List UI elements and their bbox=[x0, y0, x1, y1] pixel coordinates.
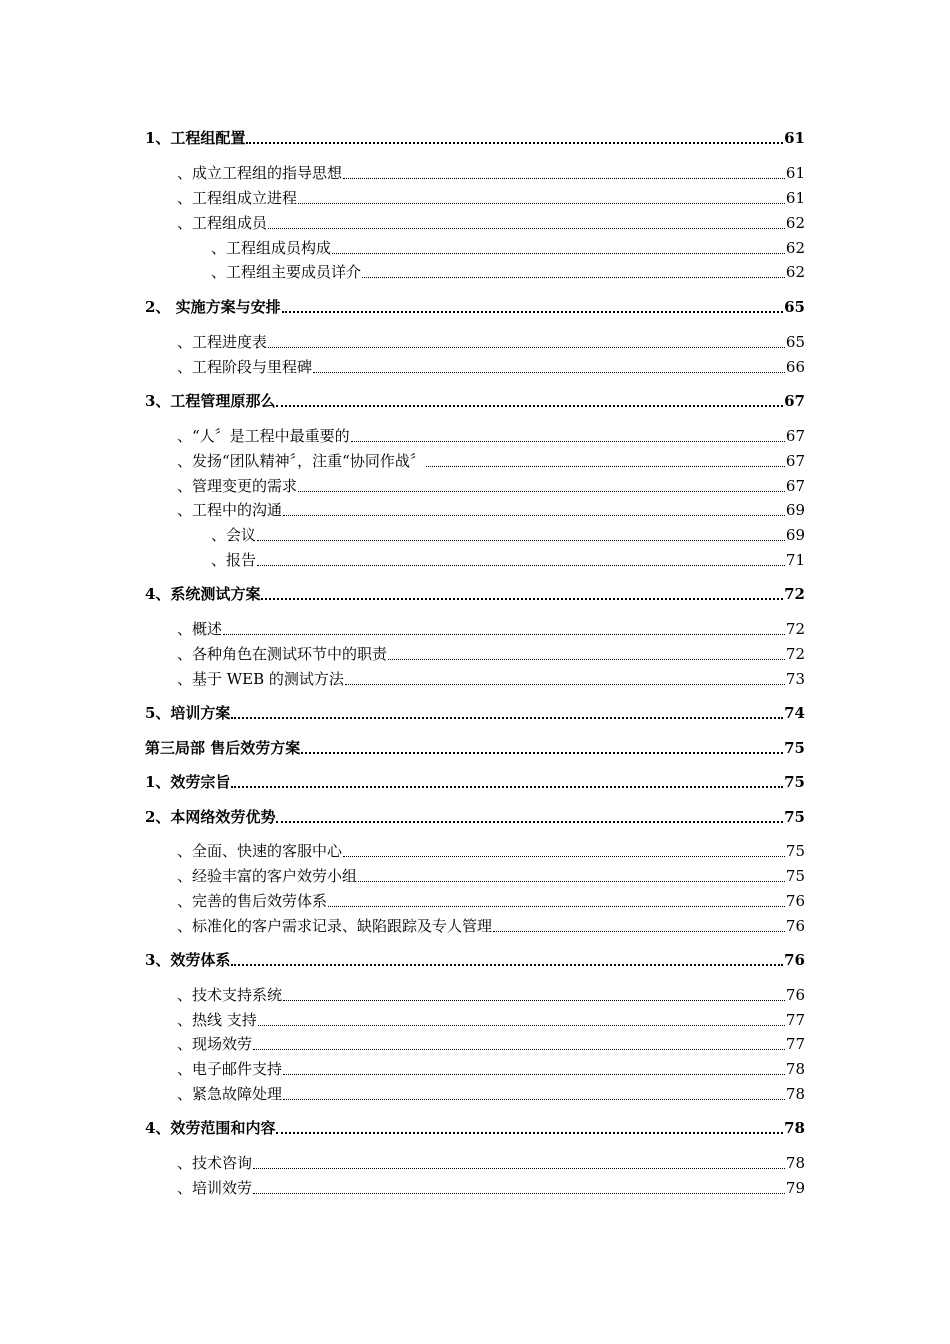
toc-entry[interactable] bbox=[211, 236, 805, 258]
toc-page-number: 75 bbox=[785, 842, 805, 860]
toc-dot-leader bbox=[246, 142, 783, 144]
toc-page-number: 62 bbox=[785, 239, 805, 257]
toc-entry[interactable] bbox=[177, 889, 805, 911]
toc-page-number: 75 bbox=[784, 739, 805, 757]
toc-entry-title: 、技术支持系统 bbox=[177, 986, 283, 1004]
toc-page-number: 75 bbox=[784, 773, 805, 791]
toc-entry[interactable] bbox=[177, 211, 805, 233]
toc-dot-leader bbox=[343, 178, 785, 179]
toc-page-number: 76 bbox=[785, 986, 805, 1004]
toc-page-number: 67 bbox=[784, 392, 805, 410]
toc-dot-leader bbox=[362, 277, 785, 278]
toc-dot-leader bbox=[231, 964, 783, 966]
toc-entry[interactable] bbox=[177, 498, 805, 520]
toc-entry[interactable] bbox=[177, 1008, 805, 1030]
toc-entry[interactable] bbox=[145, 126, 805, 148]
toc-page-number: 72 bbox=[785, 620, 805, 638]
toc-dot-leader bbox=[261, 598, 783, 600]
toc-entry[interactable] bbox=[145, 770, 805, 792]
toc-entry[interactable] bbox=[177, 1032, 805, 1054]
toc-dot-leader bbox=[328, 906, 785, 907]
toc-dot-leader bbox=[231, 717, 783, 719]
toc-dot-leader bbox=[231, 786, 783, 788]
toc-entry[interactable] bbox=[211, 523, 805, 545]
toc-entry[interactable] bbox=[177, 839, 805, 861]
toc-page-number: 71 bbox=[785, 551, 805, 569]
toc-page-number: 67 bbox=[785, 477, 805, 495]
toc-dot-leader bbox=[276, 821, 783, 823]
toc-entry-title: 、工程组成员构成 bbox=[211, 239, 332, 257]
toc-entry-title: 、电子邮件支持 bbox=[177, 1060, 283, 1078]
toc-page-number: 61 bbox=[785, 164, 805, 182]
toc-dot-leader bbox=[332, 253, 785, 254]
toc-entry[interactable] bbox=[177, 474, 805, 496]
toc-entry-title: 1、效劳宗旨 bbox=[145, 773, 231, 791]
toc-entry[interactable] bbox=[145, 805, 805, 827]
toc-entry-title: 、管理变更的需求 bbox=[177, 477, 298, 495]
toc-dot-leader bbox=[388, 659, 785, 660]
toc-page-number: 62 bbox=[785, 214, 805, 232]
toc-entry[interactable] bbox=[177, 186, 805, 208]
toc-entry[interactable] bbox=[177, 1057, 805, 1079]
toc-entry[interactable] bbox=[177, 642, 805, 664]
toc-dot-leader bbox=[283, 1099, 785, 1100]
toc-entry-title: 、完善的售后效劳体系 bbox=[177, 892, 328, 910]
toc-entry-title: 、培训效劳 bbox=[177, 1179, 253, 1197]
toc-page-number: 62 bbox=[785, 263, 805, 281]
toc-dot-leader bbox=[358, 881, 785, 882]
toc-entry-title: 第三局部 售后效劳方案 bbox=[145, 739, 301, 757]
toc-page-number: 78 bbox=[785, 1154, 805, 1172]
toc-page-number: 67 bbox=[785, 427, 805, 445]
toc-entry[interactable] bbox=[145, 389, 805, 411]
toc-entry-title: 、工程组成立进程 bbox=[177, 189, 298, 207]
toc-dot-leader bbox=[301, 752, 783, 754]
toc-entry-title: 、经验丰富的客户效劳小组 bbox=[177, 867, 358, 885]
toc-entry[interactable] bbox=[177, 449, 805, 471]
toc-entry[interactable] bbox=[145, 582, 805, 604]
toc-entry-title: 、工程阶段与里程碑 bbox=[177, 358, 313, 376]
toc-entry-title: 、全面、快速的客服中心 bbox=[177, 842, 343, 860]
toc-entry[interactable] bbox=[177, 1151, 805, 1173]
toc-entry-title: 、成立工程组的指导思想 bbox=[177, 164, 343, 182]
toc-dot-leader bbox=[253, 1049, 785, 1050]
toc-page-number: 69 bbox=[785, 526, 805, 544]
toc-dot-leader bbox=[257, 565, 785, 566]
toc-page-number: 72 bbox=[784, 585, 805, 603]
toc-page-number: 65 bbox=[785, 333, 805, 351]
toc-entry[interactable] bbox=[145, 701, 805, 723]
toc-entry-title: 、概述 bbox=[177, 620, 223, 638]
toc-page-number: 67 bbox=[785, 452, 805, 470]
toc-dot-leader bbox=[257, 540, 785, 541]
toc-entry-title: 、工程进度表 bbox=[177, 333, 268, 351]
toc-page-number: 76 bbox=[785, 917, 805, 935]
toc-dot-leader bbox=[268, 228, 785, 229]
toc-entry-title: 、各种角色在测试环节中的职责 bbox=[177, 645, 388, 663]
toc-dot-leader bbox=[351, 441, 785, 442]
toc-dot-leader bbox=[253, 1168, 785, 1169]
toc-dot-leader bbox=[282, 311, 783, 313]
toc-entry[interactable] bbox=[145, 1116, 805, 1138]
toc-dot-leader bbox=[343, 856, 785, 857]
toc-dot-leader bbox=[268, 347, 785, 348]
toc-dot-leader bbox=[283, 515, 785, 516]
toc-page-number: 79 bbox=[785, 1179, 805, 1197]
toc-entry-title: 2、 实施方案与安排 bbox=[145, 298, 281, 316]
toc-entry[interactable] bbox=[145, 948, 805, 970]
toc-page-number: 74 bbox=[784, 704, 805, 722]
toc-page-number: 72 bbox=[785, 645, 805, 663]
toc-page-number: 75 bbox=[784, 808, 805, 826]
toc-page-number: 61 bbox=[784, 129, 805, 147]
toc-entry-title: 、工程组成员 bbox=[177, 214, 268, 232]
toc-dot-leader bbox=[258, 1025, 785, 1026]
toc-entry-title: 、基于 WEB 的测试方法 bbox=[177, 670, 344, 688]
toc-entry-title: 1、工程组配置 bbox=[145, 129, 246, 147]
toc-page-number: 73 bbox=[785, 670, 805, 688]
toc-dot-leader bbox=[253, 1193, 785, 1194]
toc-page-number: 78 bbox=[784, 1119, 805, 1137]
toc-entry-title: 、工程中的沟通 bbox=[177, 501, 283, 519]
toc-page-number: 61 bbox=[785, 189, 805, 207]
toc-entry[interactable] bbox=[177, 424, 805, 446]
toc-dot-leader bbox=[298, 203, 785, 204]
toc-dot-leader bbox=[313, 372, 785, 373]
toc-entry-title: 、报告 bbox=[211, 551, 257, 569]
toc-entry-title: 、现场效劳 bbox=[177, 1035, 253, 1053]
toc-dot-leader bbox=[493, 931, 785, 932]
toc-entry[interactable] bbox=[177, 1082, 805, 1104]
toc-entry-title: 、热线 支持 bbox=[177, 1011, 257, 1029]
toc-dot-leader bbox=[223, 634, 785, 635]
toc-dot-leader bbox=[283, 1000, 785, 1001]
toc-entry-title: 、技术咨询 bbox=[177, 1154, 253, 1172]
toc-entry-title: 4、系统测试方案 bbox=[145, 585, 261, 603]
toc-dot-leader bbox=[276, 405, 783, 407]
toc-entry[interactable] bbox=[177, 330, 805, 352]
toc-entry-title: 、标准化的客户需求记录、缺陷跟踪及专人管理 bbox=[177, 917, 493, 935]
toc-entry-title: 、紧急故障处理 bbox=[177, 1085, 283, 1103]
toc-entry-title: 2、本网络效劳优势 bbox=[145, 808, 276, 826]
toc-entry-title: 3、效劳体系 bbox=[145, 951, 231, 969]
toc-entry[interactable] bbox=[145, 736, 805, 758]
toc-dot-leader bbox=[345, 684, 785, 685]
toc-page-number: 65 bbox=[784, 298, 805, 316]
toc-entry[interactable] bbox=[177, 667, 805, 689]
toc-dot-leader bbox=[276, 1132, 783, 1134]
toc-page-number: 66 bbox=[785, 358, 805, 376]
toc-entry[interactable] bbox=[211, 260, 805, 282]
toc-entry-title: 、会议 bbox=[211, 526, 257, 544]
toc-entry[interactable] bbox=[177, 161, 805, 183]
toc-entry[interactable] bbox=[177, 1176, 805, 1198]
toc-dot-leader bbox=[283, 1074, 785, 1075]
toc-entry[interactable] bbox=[211, 548, 805, 570]
toc-page-number: 78 bbox=[785, 1085, 805, 1103]
toc-dot-leader bbox=[298, 491, 785, 492]
toc-entry[interactable] bbox=[145, 295, 805, 317]
toc-page-number: 76 bbox=[784, 951, 805, 969]
toc-page-number: 77 bbox=[785, 1035, 805, 1053]
toc-entry[interactable] bbox=[177, 983, 805, 1005]
toc-entry-title: 3、工程管理原那么 bbox=[145, 392, 276, 410]
toc-dot-leader bbox=[426, 466, 785, 467]
toc-entry-title: 4、效劳范围和内容 bbox=[145, 1119, 276, 1137]
toc-page-number: 76 bbox=[785, 892, 805, 910]
toc-entry-title: 、发扬“团队精神〞，注重“协同作战〞 bbox=[177, 452, 425, 470]
toc-entry-title: 5、培训方案 bbox=[145, 704, 231, 722]
toc-entry[interactable] bbox=[177, 617, 805, 639]
toc-entry[interactable] bbox=[177, 864, 805, 886]
toc-entry-title: 、工程组主要成员详介 bbox=[211, 263, 362, 281]
toc-entry[interactable] bbox=[177, 914, 805, 936]
toc-page-number: 75 bbox=[785, 867, 805, 885]
toc-entry-title: 、“人〞是工程中最重要的 bbox=[177, 427, 350, 445]
toc-page-number: 69 bbox=[785, 501, 805, 519]
toc-entry[interactable] bbox=[177, 355, 805, 377]
toc-page-number: 77 bbox=[785, 1011, 805, 1029]
toc-page-number: 78 bbox=[785, 1060, 805, 1078]
